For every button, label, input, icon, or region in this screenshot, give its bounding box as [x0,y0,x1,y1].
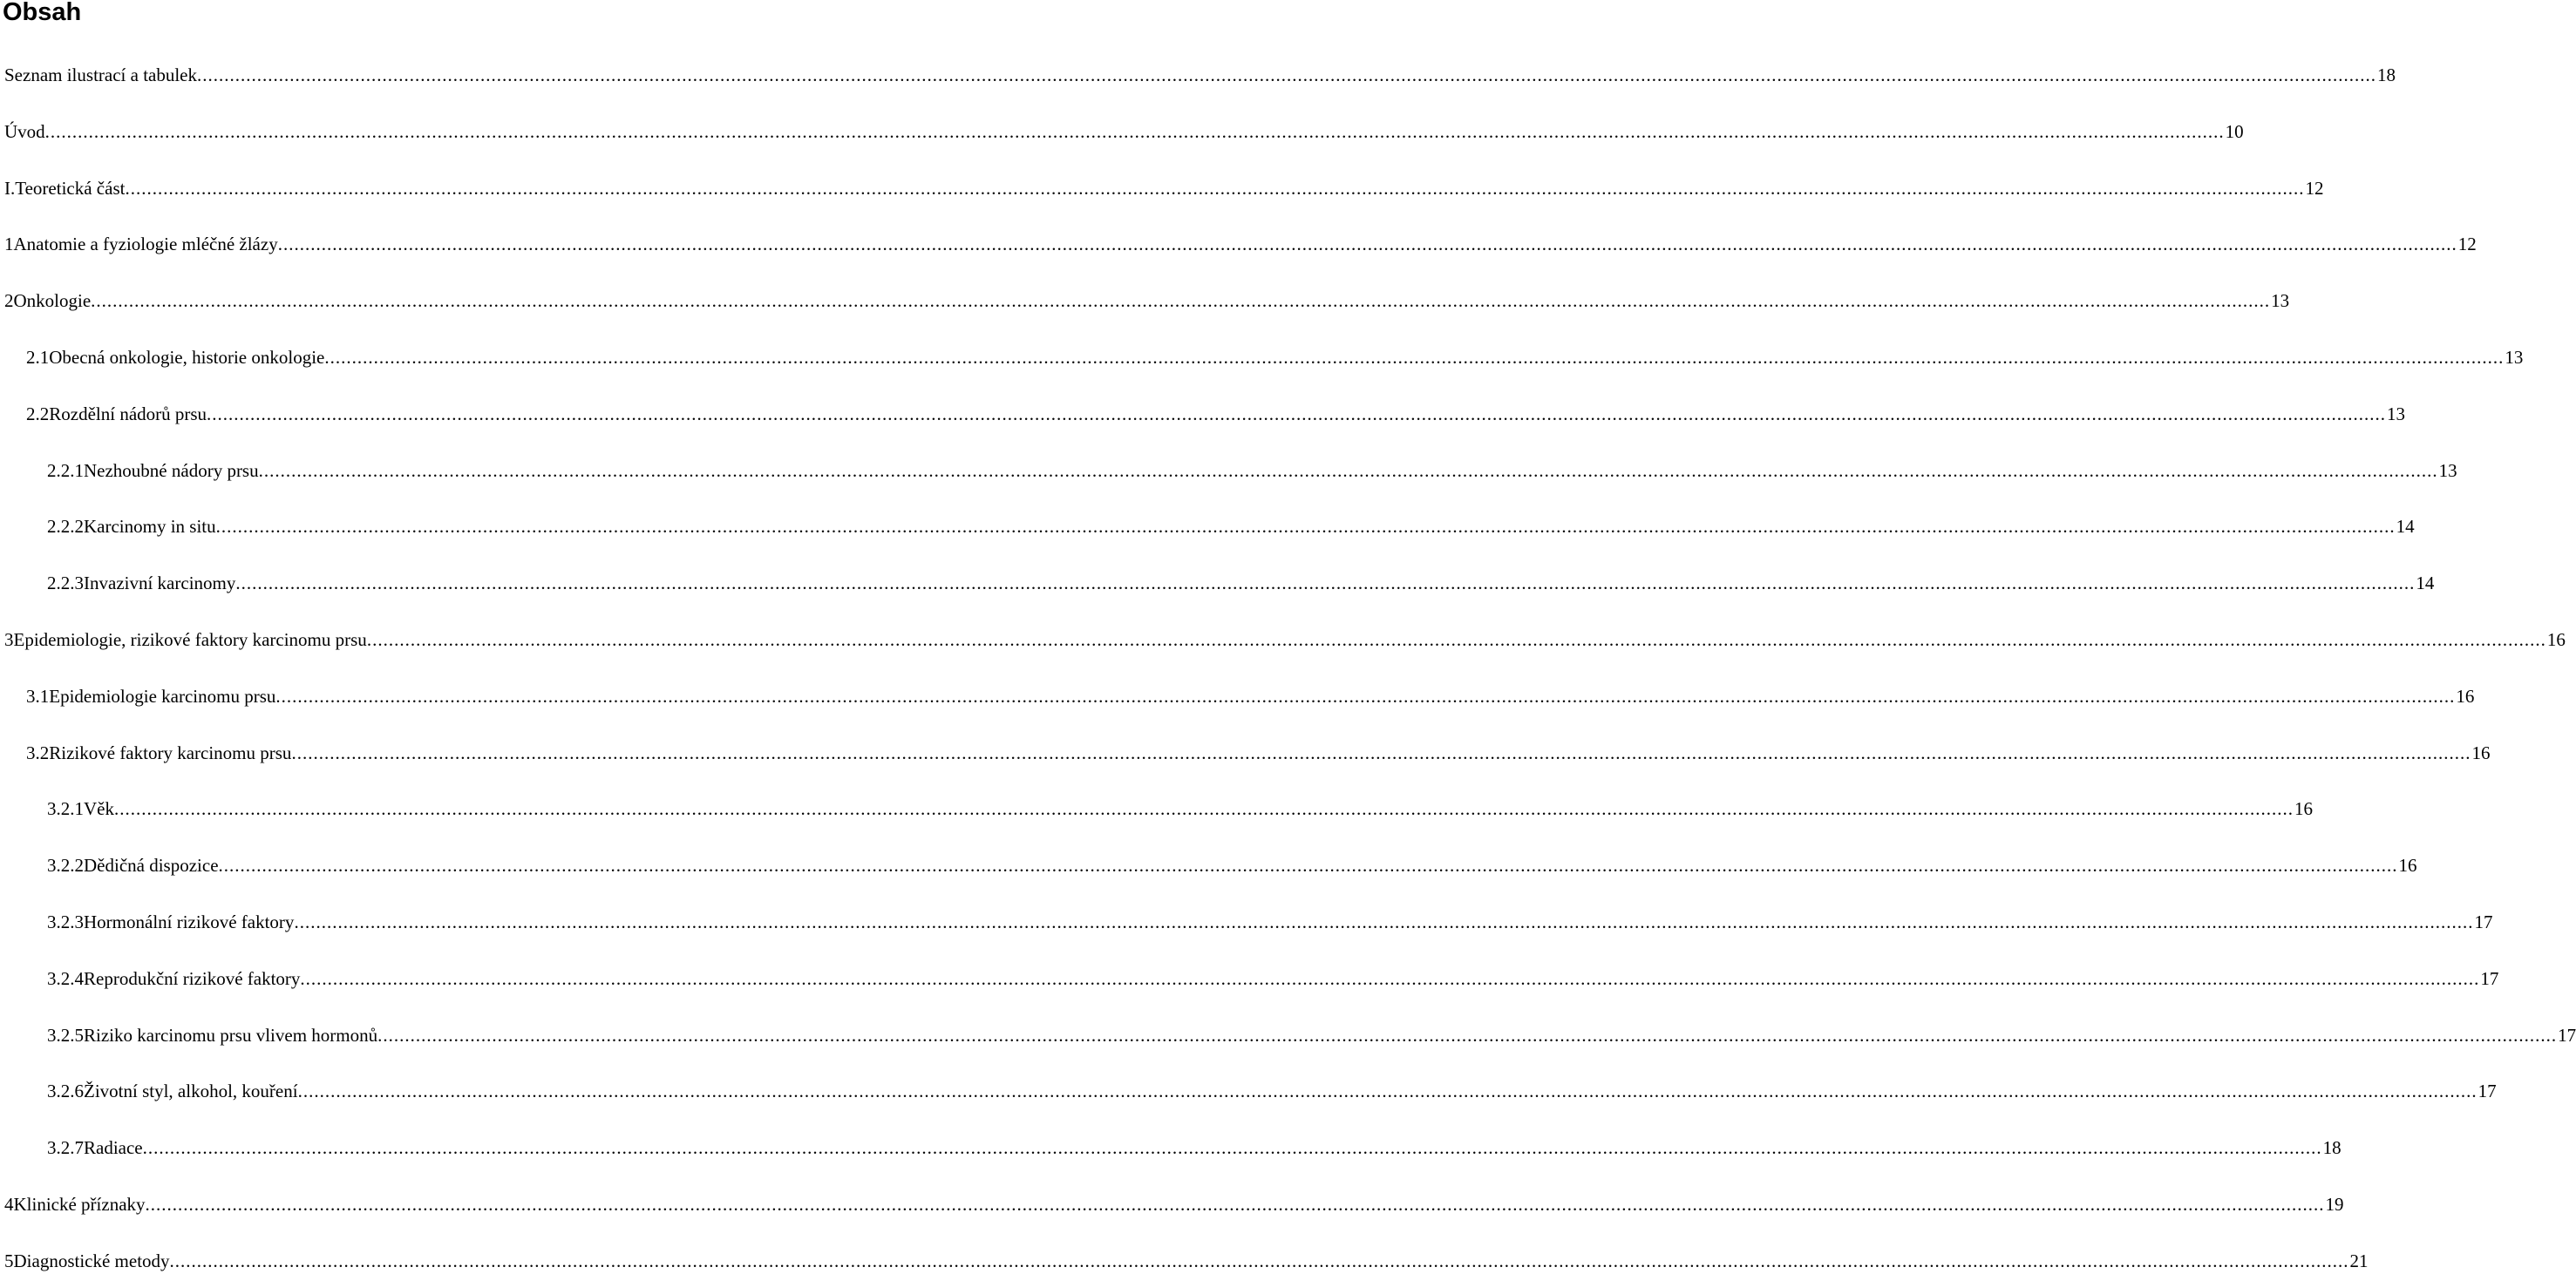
toc-dot-leader: ................................................................................................................................................................................................................................................................................................................................................................................................................ [275,685,2456,707]
toc-page-number: 21 [2349,1250,2369,1271]
toc-entry-number: 2.1 [26,347,50,368]
toc-entry-title: Životní styl, alkohol, kouření [84,1081,298,1102]
toc-entry-title: Dědičná dispozice [84,855,219,877]
toc-dot-leader: ................................................................................................................................................................................................................................................................................................................................................................................................................ [277,234,2457,255]
toc-entry[interactable] [47,966,2499,992]
toc-page-number: 13 [2505,347,2524,368]
toc-entry-title: Teoretická část [15,177,126,199]
toc-entry-number: 3.2.6 [47,1081,84,1102]
toc-page-number: 16 [2398,855,2417,877]
toc-entry[interactable] [26,344,2524,370]
toc-dot-leader: ................................................................................................................................................................................................................................................................................................................................................................................................................ [324,347,2505,368]
toc-page-number: 12 [2457,234,2477,255]
toc-dot-leader: ................................................................................................................................................................................................................................................................................................................................................................................................................ [377,1024,2558,1046]
toc-entry-number: 3.2 [26,742,50,763]
toc-page-number: 12 [2305,177,2324,199]
page-title: Obsah [3,0,82,26]
toc-entry-title: Věk [84,798,114,820]
toc-entry[interactable] [47,1135,2342,1161]
toc-entry[interactable] [4,119,2244,145]
toc-dot-leader: ................................................................................................................................................................................................................................................................................................................................................................................................................ [44,120,2225,142]
toc-dot-leader: ................................................................................................................................................................................................................................................................................................................................................................................................................ [91,290,2271,312]
toc-dot-leader: ................................................................................................................................................................................................................................................................................................................................................................................................................ [294,911,2474,932]
toc-entry-title: Diagnostické metody [13,1250,170,1271]
toc-page-number: 13 [2387,403,2406,424]
toc-entry-number: 3.2.1 [47,798,84,820]
toc-entry-title: Invazivní karcinomy [84,573,236,594]
toc-entry[interactable] [47,513,2415,539]
toc-entry-title: Rizikové faktory karcinomu prsu [49,742,292,763]
toc-page-number: 16 [2471,742,2491,763]
toc-entry-number: 3.2.5 [47,1024,84,1046]
toc-dot-leader: ................................................................................................................................................................................................................................................................................................................................................................................................................ [297,1081,2477,1102]
toc-dot-leader: ................................................................................................................................................................................................................................................................................................................................................................................................................ [169,1250,2349,1271]
toc-page-number: 18 [2377,64,2396,85]
toc-page-number: 19 [2325,1194,2344,1215]
toc-entry-title: Hormonální rizikové faktory [84,911,295,932]
toc-entry-title: Obecná onkologie, historie onkologie [49,347,325,368]
toc-entry[interactable] [47,852,2417,878]
toc-dot-leader: ................................................................................................................................................................................................................................................................................................................................................................................................................ [291,742,2471,763]
toc-entry-title: Reprodukční rizikové faktory [84,967,301,989]
toc-entry-number: 3.2.4 [47,967,84,989]
toc-entry-number: 1 [4,234,14,255]
toc-dot-leader: ................................................................................................................................................................................................................................................................................................................................................................................................................ [235,573,2416,594]
toc-entry-title: Karcinomy in situ [84,516,216,538]
toc-entry-number: I. [4,177,16,199]
toc-entry[interactable] [47,457,2457,484]
toc-entry-number: 2.2 [26,403,50,424]
toc-entry-title: Nezhoubné nádory prsu [84,459,259,481]
toc-entry-number: 4 [4,1194,14,1215]
toc-entry-number: 3.2.7 [47,1137,84,1159]
toc-entry[interactable] [47,909,2493,935]
toc-page-number: 17 [2480,967,2499,989]
toc-page-number: 16 [2546,629,2566,650]
toc-entry-title: Onkologie [13,290,92,312]
toc-entry-title: Úvod [4,120,45,142]
toc-dot-leader: ................................................................................................................................................................................................................................................................................................................................................................................................................ [300,967,2480,989]
toc-entry-title: Epidemiologie, rizikové faktory karcinomu prsu [13,629,367,650]
toc-page-number: 16 [2456,685,2475,707]
toc-entry-title: Klinické příznaky [13,1194,146,1215]
toc-entry[interactable] [4,1191,2344,1217]
toc-entry-number: 2.2.2 [47,516,84,538]
toc-entry[interactable] [4,627,2566,653]
toc-dot-leader: ................................................................................................................................................................................................................................................................................................................................................................................................................ [142,1137,2322,1159]
toc-entry-number: 2.2.3 [47,573,84,594]
toc-page-number: 17 [2474,911,2493,932]
toc-dot-leader: ................................................................................................................................................................................................................................................................................................................................................................................................................ [366,629,2546,650]
toc-dot-leader: ................................................................................................................................................................................................................................................................................................................................................................................................................ [218,855,2398,877]
toc-entry[interactable] [47,570,2435,596]
toc-entry-title: Seznam ilustrací a tabulek [4,64,198,85]
toc-dot-leader: ................................................................................................................................................................................................................................................................................................................................................................................................................ [215,516,2396,538]
toc-entry[interactable] [47,796,2313,822]
toc-entry-number: 3.2.3 [47,911,84,932]
toc-entry-number: 5 [4,1250,14,1271]
toc-dot-leader: ................................................................................................................................................................................................................................................................................................................................................................................................................ [114,798,2294,820]
toc-entry-title: Epidemiologie karcinomu prsu [49,685,276,707]
toc-entry-number: 3 [4,629,14,650]
toc-entry-number: 3.1 [26,685,50,707]
toc-dot-leader: ................................................................................................................................................................................................................................................................................................................................................................................................................ [258,459,2438,481]
toc-dot-leader: ................................................................................................................................................................................................................................................................................................................................................................................................................ [207,403,2387,424]
toc-entry-number: 2.2.1 [47,459,84,481]
toc-entry[interactable] [4,1248,2369,1274]
toc-entry-number: 2 [4,290,14,312]
toc-entry-number: 3.2.2 [47,855,84,877]
toc-dot-leader: ................................................................................................................................................................................................................................................................................................................................................................................................................ [145,1194,2325,1215]
toc-entry[interactable] [4,175,2324,201]
toc-page-number: 14 [2396,516,2415,538]
toc-dot-leader: ................................................................................................................................................................................................................................................................................................................................................................................................................ [125,177,2305,199]
toc-page-number: 18 [2322,1137,2342,1159]
toc-entry[interactable] [47,1022,2576,1048]
toc-page-number: 13 [2271,290,2290,312]
toc-entry-title: Anatomie a fyziologie mléčné žlázy [13,234,278,255]
toc-entry[interactable] [4,288,2290,314]
toc-entry-title: Radiace [84,1137,143,1159]
toc-entry[interactable] [26,740,2491,766]
toc-entry-title: Riziko karcinomu prsu vlivem hormonů [84,1024,378,1046]
toc-page-number: 17 [2477,1081,2497,1102]
toc-page-number: 16 [2294,798,2313,820]
toc-page-number: 17 [2558,1024,2576,1046]
toc-entry[interactable] [4,62,2396,88]
toc-page-number: 10 [2225,120,2244,142]
toc-page-number: 14 [2416,573,2435,594]
toc-entry[interactable] [26,401,2406,427]
toc-dot-leader: ................................................................................................................................................................................................................................................................................................................................................................................................................ [197,64,2377,85]
toc-entry[interactable] [4,231,2477,257]
toc-entry[interactable] [26,683,2475,709]
toc-entry-title: Rozdělní nádorů prsu [49,403,207,424]
toc-entry[interactable] [47,1078,2497,1104]
toc-page-number: 13 [2438,459,2457,481]
